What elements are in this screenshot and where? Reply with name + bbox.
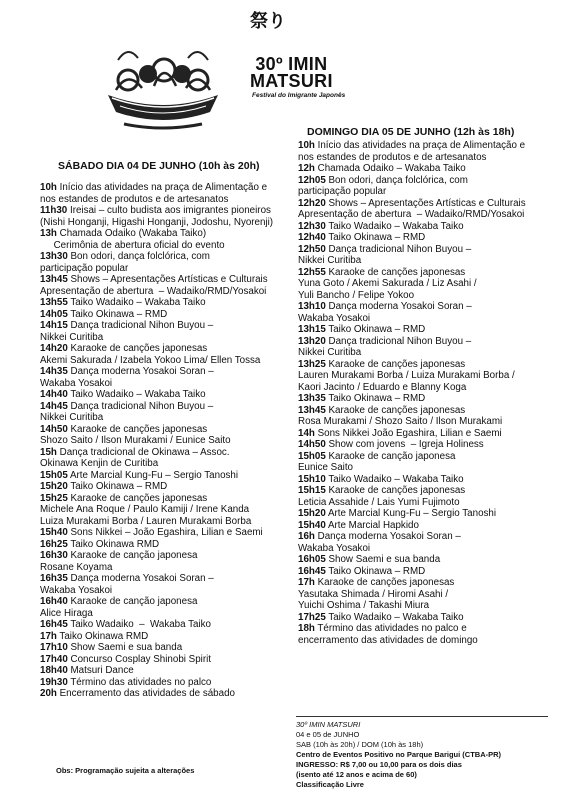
- schedule-row: [298, 140, 526, 152]
- schedule-time: 16h45: [40, 619, 68, 630]
- schedule-time: 14h: [298, 427, 315, 439]
- schedule-row: [40, 286, 273, 298]
- schedule-row: [298, 485, 526, 497]
- schedule-row: [298, 520, 526, 532]
- schedule-text: Sons Nikkei João Egashira, Lilian e Saemi: [314, 427, 502, 439]
- schedule-row: [40, 217, 273, 229]
- schedule-row: [298, 244, 526, 256]
- schedule-row: [298, 186, 526, 198]
- schedule-time: 15h20: [298, 508, 326, 519]
- schedule-text: Arte Marcial Kung-Fu – Sergio Tanoshi: [67, 469, 239, 481]
- schedule-row: [298, 577, 526, 589]
- schedule-text: Bon odori, dança folclórica, com: [67, 251, 210, 262]
- event-title: [250, 56, 333, 90]
- schedule-row: [40, 642, 273, 654]
- schedule-text: Okinawa Kenjin de Curitiba: [40, 458, 159, 469]
- schedule-text: Karaoke de canções japonesas: [67, 492, 208, 504]
- schedule-row: [298, 474, 526, 486]
- schedule-row: [40, 435, 273, 447]
- schedule-row: [298, 221, 526, 233]
- schedule-row: [40, 550, 273, 562]
- schedule-time: 15h25: [40, 492, 68, 504]
- schedule-row: [298, 554, 526, 566]
- schedule-text: participação popular: [298, 186, 387, 197]
- schedule-text: Karaoke de canções japonesas: [314, 577, 455, 588]
- schedule-row: [298, 336, 526, 348]
- schedule-row: [40, 355, 273, 367]
- schedule-row: [298, 497, 526, 509]
- schedule-text: Bon odori, dança folclórica, com: [325, 174, 468, 186]
- schedule-time: 13h20: [298, 335, 326, 347]
- schedule-time: 15h40: [40, 527, 68, 538]
- schedule-row: [298, 589, 526, 601]
- schedule-text: Nikkei Curitiba: [40, 412, 104, 423]
- schedule-text: Karaoke de canções japonesas: [325, 358, 466, 370]
- schedule-time: 19h30: [40, 676, 68, 688]
- schedule-row: [40, 182, 273, 194]
- schedule-time: 16h05: [298, 554, 326, 565]
- schedule-row: [40, 263, 273, 275]
- schedule-note: Obs: Programação sujeita a alterações: [56, 766, 195, 775]
- schedule-text: Leticia Assahide / Lais Yumi Fujimoto: [298, 496, 460, 508]
- schedule-row: [298, 451, 526, 463]
- schedule-row: [40, 412, 273, 424]
- event-title-line1: 30º IMIN: [255, 54, 328, 74]
- schedule-row: [40, 677, 273, 689]
- schedule-text: Rosane Koyama: [40, 561, 113, 573]
- schedule-row: [298, 635, 526, 647]
- schedule-time: 14h15: [40, 320, 68, 331]
- schedule-row: [40, 631, 273, 643]
- schedule-time: 13h15: [298, 324, 326, 335]
- schedule-row: [298, 600, 526, 612]
- schedule-time: 16h: [298, 531, 315, 542]
- schedule-row: [298, 508, 526, 520]
- schedule-row: [298, 370, 526, 382]
- schedule-row: [298, 267, 526, 279]
- schedule-row: [40, 470, 273, 482]
- event-info-line: INGRESSO: R$ 7,00 ou 10,00 para os dois dias: [296, 760, 462, 769]
- schedule-text: Akemi Sakurada / Izabela Yokoo Lima/ Ellen Tossa: [40, 354, 261, 366]
- schedule-text: Início das atividades na praça de Alimentação e: [56, 182, 268, 193]
- schedule-row: [40, 366, 273, 378]
- schedule-text: Término das atividades no palco e: [314, 623, 467, 634]
- schedule-row: [40, 343, 273, 355]
- schedule-text: Dança moderna Yosakoi Soran –: [325, 301, 472, 312]
- schedule-text: Luiza Murakami Borba / Lauren Murakami Borba: [40, 515, 252, 527]
- schedule-row: [40, 240, 273, 252]
- schedule-text: Taiko Okinawa – RMD: [325, 565, 426, 577]
- schedule-text: Chamada Odaiko – Wakaba Taiko: [314, 163, 466, 174]
- schedule-row: [298, 566, 526, 578]
- schedule-row: [298, 163, 526, 175]
- schedule-text: Wakaba Yosakoi: [40, 377, 113, 389]
- schedule-row: [298, 347, 526, 359]
- schedule-row: [40, 309, 273, 321]
- schedule-time: 15h20: [40, 481, 68, 492]
- schedule-time: 17h: [298, 577, 315, 588]
- schedule-text: Taiko Okinawa RMD: [56, 630, 149, 642]
- sunday-schedule: [298, 140, 526, 646]
- schedule-time: 17h40: [40, 653, 68, 665]
- schedule-time: 12h30: [298, 220, 326, 232]
- schedule-row: [40, 585, 273, 597]
- schedule-text: Taiko Wadaiko – Wakaba Taiko: [325, 473, 464, 485]
- schedule-row: [40, 527, 273, 539]
- schedule-row: [298, 209, 526, 221]
- schedule-text: Taiko Okinawa – RMD: [325, 324, 426, 335]
- schedule-row: [40, 320, 273, 332]
- event-info-line: (isento até 12 anos e acima de 60): [296, 770, 417, 779]
- schedule-text: participação popular: [40, 262, 129, 274]
- schedule-time: 13h45: [298, 404, 326, 416]
- schedule-text: Shows – Apresentações Artísticas e Culturais: [325, 197, 526, 209]
- schedule-text: Taiko Wadaiko – Wakaba Taiko: [67, 389, 206, 400]
- schedule-text: Wakaba Yosakoi: [298, 542, 371, 554]
- schedule-text: Karaoke de canções japonesas: [67, 343, 208, 354]
- schedule-time: 15h: [40, 446, 57, 458]
- schedule-row: [40, 297, 273, 309]
- schedule-text: Matsuri Dance: [67, 665, 134, 676]
- schedule-text: Yasutaka Shimada / Hiromi Asahi /: [298, 588, 449, 600]
- festival-logo-illustration: [98, 40, 228, 132]
- schedule-text: Karaoke de canções japonesas: [67, 423, 208, 435]
- schedule-row: [298, 612, 526, 624]
- schedule-text: Nikkei Curitiba: [298, 255, 362, 266]
- schedule-text: Taiko Okinawa – RMD: [325, 393, 426, 404]
- schedule-time: 12h05: [298, 174, 326, 186]
- schedule-time: 12h20: [298, 197, 326, 209]
- schedule-row: [298, 439, 526, 451]
- schedule-time: 17h25: [298, 611, 326, 623]
- schedule-text: Término das atividades no palco: [67, 676, 212, 688]
- schedule-row: [40, 504, 273, 516]
- schedule-time: 15h05: [40, 469, 68, 481]
- schedule-text: Arte Marcial Kung-Fu – Sergio Tanoshi: [325, 508, 497, 519]
- schedule-text: Arte Marcial Hapkido: [325, 519, 419, 531]
- event-info-line: 30º IMIN MATSURI: [296, 720, 361, 729]
- schedule-text: encerramento das atividades de domingo: [298, 634, 478, 646]
- schedule-time: 13h45: [40, 274, 68, 285]
- schedule-text: Show com jovens – Igreja Holiness: [325, 439, 484, 450]
- schedule-text: Dança tradicional Nihon Buyou –: [325, 335, 472, 347]
- schedule-text: Taiko Okinawa – RMD: [67, 308, 168, 320]
- event-info-box: [296, 716, 548, 790]
- schedule-text: Shows – Apresentações Artísticas e Culturais: [67, 274, 268, 285]
- schedule-time: 16h35: [40, 573, 68, 584]
- schedule-time: 16h40: [40, 596, 68, 607]
- schedule-text: Karaoke de canções japonesas: [325, 266, 466, 278]
- event-subtitle: Festival do Imigrante Japonês: [252, 92, 346, 99]
- schedule-text: Karaoke de canções japonesas: [325, 404, 466, 416]
- schedule-row: [40, 205, 273, 217]
- schedule-row: [298, 301, 526, 313]
- schedule-time: 15h15: [298, 485, 326, 496]
- schedule-row: [298, 313, 526, 325]
- schedule-row: [40, 332, 273, 344]
- schedule-time: 17h: [40, 630, 57, 642]
- schedule-text: Dança tradicional Nihon Buyou –: [67, 400, 214, 412]
- schedule-time: 12h: [298, 163, 315, 174]
- schedule-row: [40, 378, 273, 390]
- schedule-row: [40, 447, 273, 459]
- schedule-text: Apresentação de abertura – Wadaiko/RMD/Yosakoi: [40, 285, 267, 297]
- schedule-time: 18h: [298, 623, 315, 634]
- schedule-time: 14h50: [40, 423, 68, 435]
- schedule-row: [298, 198, 526, 210]
- schedule-row: [40, 665, 273, 677]
- schedule-text: Yuli Bancho / Felipe Yokoo: [298, 289, 415, 301]
- schedule-row: [298, 359, 526, 371]
- schedule-time: 13h35: [298, 393, 326, 404]
- schedule-text: Taiko Wadaiko – Wakaba Taiko: [67, 297, 206, 308]
- schedule-time: 14h20: [40, 343, 68, 354]
- schedule-row: [40, 562, 273, 574]
- schedule-text: Taiko Okinawa RMD: [67, 538, 160, 550]
- schedule-row: [40, 458, 273, 470]
- schedule-text: Kaori Jacinto / Eduardo e Blanny Koga: [298, 381, 467, 393]
- schedule-row: [298, 290, 526, 302]
- schedule-row: [40, 493, 273, 505]
- schedule-row: [40, 654, 273, 666]
- festival-glyph: 祭り: [250, 11, 286, 32]
- schedule-row: [40, 401, 273, 413]
- schedule-text: Wakaba Yosakoi: [40, 584, 113, 596]
- schedule-text: Taiko Okinawa – RMD: [325, 232, 426, 243]
- schedule-time: 14h05: [40, 308, 68, 320]
- schedule-time: 12h55: [298, 266, 326, 278]
- schedule-row: [40, 596, 273, 608]
- schedule-row: [298, 175, 526, 187]
- schedule-text: Lauren Murakami Borba / Luiza Murakami Borba /: [298, 370, 515, 381]
- schedule-text: Michele Ana Roque / Paulo Kamiji / Irene Kanda: [40, 504, 250, 515]
- event-info-line: SAB (10h às 20h) / DOM (10h às 18h): [296, 740, 424, 749]
- schedule-row: [298, 462, 526, 474]
- event-info-line: 04 e 05 de JUNHO: [296, 730, 360, 739]
- schedule-text: Início das atividades na praça de Alimentação e: [314, 140, 526, 151]
- schedule-row: [40, 424, 273, 436]
- schedule-text: Rosa Murakami / Shozo Saito / Ilson Murakami: [298, 416, 503, 427]
- schedule-time: 10h: [298, 140, 315, 151]
- schedule-text: Yuichi Oshima / Takashi Miura: [298, 600, 430, 611]
- schedule-text: (Nishi Honganji, Higashi Honganji, Jodoshu, Nyorenji): [40, 216, 274, 228]
- schedule-time: 16h30: [40, 550, 68, 561]
- schedule-text: Wakaba Yosakoi: [298, 312, 371, 324]
- schedule-text: Eunice Saito: [298, 462, 354, 473]
- schedule-row: [40, 539, 273, 551]
- schedule-time: 11h30: [40, 205, 68, 216]
- event-info-line: Centro de Eventos Positivo no Parque Barigui (CTBA-PR): [296, 750, 502, 759]
- schedule-text: Show Saemi e sua banda: [67, 642, 183, 653]
- schedule-row: [40, 619, 273, 631]
- schedule-text: Yuna Goto / Akemi Sakurada / Liz Asahi /: [298, 278, 477, 289]
- schedule-time: 18h40: [40, 665, 68, 676]
- schedule-row: [298, 393, 526, 405]
- schedule-time: 14h50: [298, 439, 326, 450]
- schedule-row: [40, 251, 273, 263]
- schedule-text: Karaoke de canção japonesa: [325, 450, 456, 462]
- schedule-text: Ireisai – culto budista aos imigrantes pioneiros: [67, 205, 271, 216]
- schedule-row: [40, 274, 273, 286]
- schedule-time: 16h25: [40, 538, 68, 550]
- schedule-text: Encerramento das atividades de sábado: [56, 688, 235, 699]
- schedule-text: Alice Hiraga: [40, 607, 93, 619]
- schedule-text: nos estandes de produtos e de artesanatos: [298, 151, 487, 163]
- schedule-text: Taiko Wadaiko – Wakaba Taiko: [325, 611, 464, 623]
- schedule-row: [298, 416, 526, 428]
- schedule-time: 14h45: [40, 400, 68, 412]
- schedule-time: 14h40: [40, 389, 68, 400]
- schedule-row: [298, 428, 526, 440]
- schedule-row: [40, 228, 273, 240]
- schedule-row: [298, 278, 526, 290]
- schedule-time: 12h50: [298, 243, 326, 255]
- schedule-row: [40, 608, 273, 620]
- schedule-text: Dança tradicional Nihon Buyou –: [325, 243, 472, 255]
- schedule-time: 14h35: [40, 366, 68, 377]
- schedule-text: Karaoke de canção japonesa: [67, 596, 198, 607]
- schedule-time: 15h05: [298, 450, 326, 462]
- schedule-text: Dança moderna Yosakoi Soran –: [314, 531, 461, 542]
- schedule-time: 15h10: [298, 473, 326, 485]
- schedule-time: 16h45: [298, 565, 326, 577]
- event-title-line2: MATSURI: [250, 71, 333, 91]
- schedule-text: Dança tradicional Nihon Buyou –: [67, 320, 214, 331]
- schedule-time: 12h40: [298, 232, 326, 243]
- schedule-time: 15h40: [298, 519, 326, 531]
- schedule-row: [298, 232, 526, 244]
- schedule-row: [40, 688, 273, 700]
- schedule-time: 17h10: [40, 642, 68, 653]
- schedule-time: 13h: [40, 228, 57, 239]
- schedule-text: Concurso Cosplay Shinobi Spirit: [67, 653, 211, 665]
- schedule-row: [40, 573, 273, 585]
- schedule-row: [298, 382, 526, 394]
- schedule-time: 10h: [40, 182, 57, 193]
- schedule-time: 13h55: [40, 297, 68, 308]
- schedule-row: [40, 194, 273, 206]
- schedule-text: Taiko Wadaiko – Wakaba Taiko: [67, 619, 211, 630]
- schedule-row: [298, 324, 526, 336]
- schedule-text: Dança tradicional de Okinawa – Assoc.: [56, 446, 230, 458]
- sunday-heading: DOMINGO DIA 05 DE JUNHO (12h às 18h): [307, 126, 515, 138]
- schedule-text: Chamada Odaiko (Wakaba Taiko): [56, 228, 207, 239]
- schedule-text: Nikkei Curitiba: [298, 347, 362, 358]
- schedule-row: [298, 531, 526, 543]
- schedule-text: Taiko Okinawa – RMD: [67, 481, 168, 492]
- schedule-row: [298, 152, 526, 164]
- schedule-text: nos estandes de produtos e de artesanatos: [40, 193, 229, 205]
- schedule-row: [40, 389, 273, 401]
- schedule-text: Dança moderna Yosakoi Soran –: [67, 573, 214, 584]
- schedule-row: [298, 623, 526, 635]
- schedule-time: 20h: [40, 688, 57, 699]
- schedule-row: [40, 516, 273, 528]
- schedule-text: Karaoke de canções japonesas: [325, 485, 466, 496]
- schedule-row: [298, 255, 526, 267]
- schedule-time: 13h10: [298, 301, 326, 312]
- saturday-schedule: [40, 182, 273, 700]
- schedule-time: 13h30: [40, 251, 68, 262]
- schedule-text: Sons Nikkei – João Egashira, Lilian e Saemi: [67, 527, 263, 538]
- schedule-text: Dança moderna Yosakoi Soran –: [67, 366, 214, 377]
- schedule-row: [298, 543, 526, 555]
- schedule-text: Karaoke de canção japonesa: [67, 550, 198, 561]
- schedule-text: Show Saemi e sua banda: [325, 554, 441, 565]
- schedule-row: [298, 405, 526, 417]
- schedule-text: Shozo Saito / Ilson Murakami / Eunice Saito: [40, 435, 231, 446]
- schedule-text: Apresentação de abertura – Wadaiko/RMD/Yosakoi: [298, 209, 525, 220]
- schedule-text: Nikkei Curitiba: [40, 331, 104, 343]
- schedule-text: Taiko Wadaiko – Wakaba Taiko: [325, 220, 464, 232]
- schedule-text: Cerimônia de abertura oficial do evento: [40, 239, 225, 251]
- schedule-row: [40, 481, 273, 493]
- schedule-time: 13h25: [298, 358, 326, 370]
- saturday-heading: SÁBADO DIA 04 DE JUNHO (10h às 20h): [58, 160, 260, 172]
- event-info-line: Classificação Livre: [296, 780, 364, 789]
